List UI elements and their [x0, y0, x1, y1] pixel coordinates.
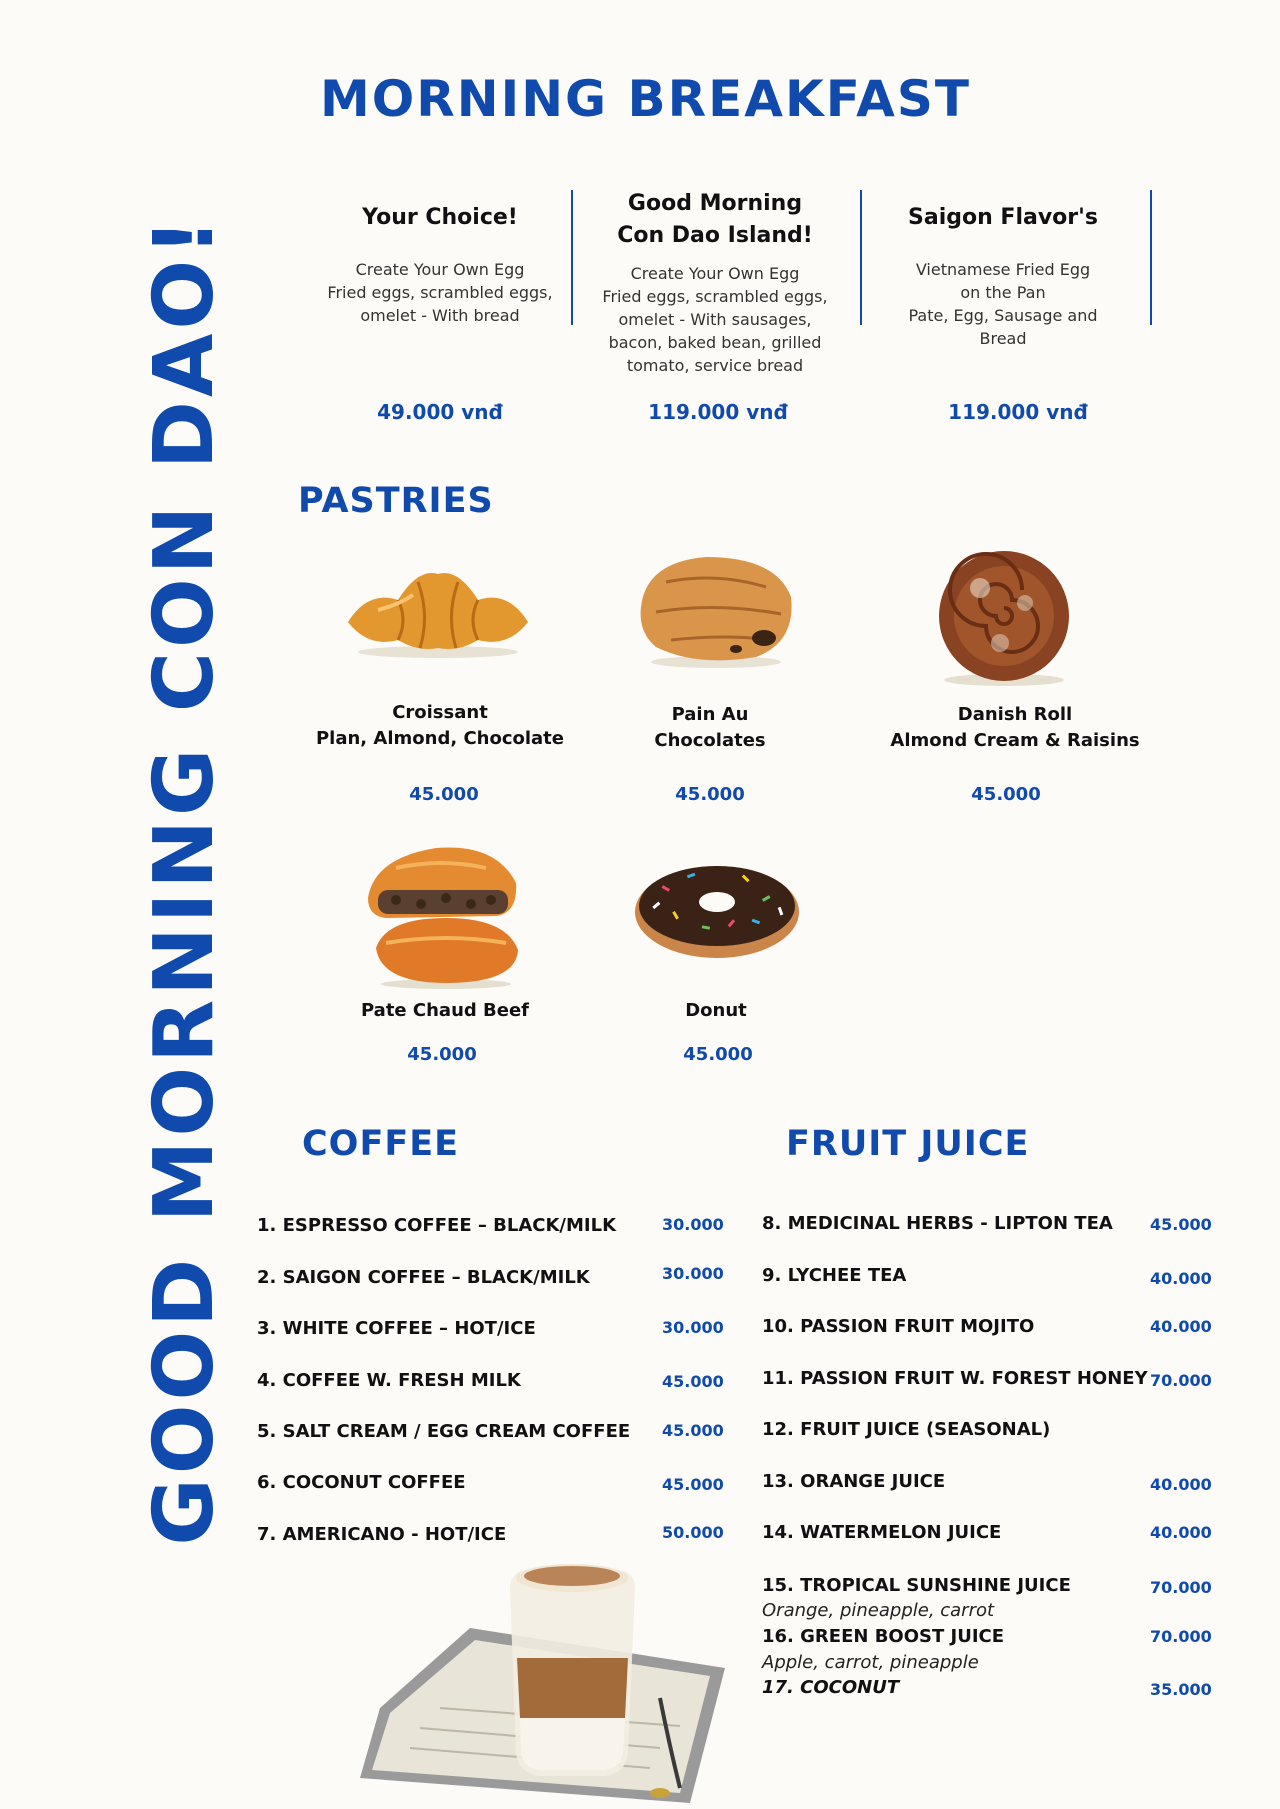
pain-au-chocolat-image: [636, 552, 796, 670]
juice-price: 40.000: [1150, 1523, 1212, 1542]
juice-price: 70.000: [1150, 1371, 1212, 1390]
page-title: MORNING BREAKFAST: [320, 70, 971, 128]
pastry-name: Croissant Plan, Almond, Chocolate: [315, 702, 564, 749]
juice-item: 10. PASSION FRUIT MOJITO: [762, 1316, 1035, 1337]
donut-image: [632, 852, 802, 962]
pastries-title: PASTRIES: [298, 481, 494, 521]
breakfast-name: Your Choice!: [362, 205, 518, 230]
juice-item: 16. GREEN BOOST JUICE: [762, 1626, 1005, 1647]
coffee-price: 45.000: [662, 1372, 724, 1391]
pastry-name: Pain Au Chocolates: [654, 704, 766, 751]
breakfast-desc: Vietnamese Fried Egg on the Pan Pate, Egg, Sausage and Bread: [908, 260, 1098, 348]
juice-item: 14. WATERMELON JUICE: [762, 1522, 1002, 1543]
coffee-price: 30.000: [662, 1215, 724, 1234]
juice-price: 70.000: [1150, 1627, 1212, 1646]
breakfast-divider: [571, 190, 573, 325]
juice-price: 35.000: [1150, 1680, 1212, 1699]
breakfast-price: 119.000 vnđ: [948, 400, 1088, 424]
juice-price: 70.000: [1150, 1578, 1212, 1597]
juice-title: FRUIT JUICE: [786, 1124, 1030, 1164]
coffee-title: COFFEE: [302, 1124, 460, 1164]
coffee-price: 30.000: [662, 1264, 724, 1283]
juice-item: 9. LYCHEE TEA: [762, 1265, 907, 1286]
pastry-price: 45.000: [675, 784, 745, 805]
coffee-item: 1. ESPRESSO COFFEE – BLACK/MILK: [257, 1215, 617, 1236]
pastry-name: Pate Chaud Beef: [360, 1000, 530, 1021]
coffee-price: 45.000: [662, 1475, 724, 1494]
pastry-price: 45.000: [407, 1044, 477, 1065]
breakfast-name: Good Morning Con Dao Island!: [617, 191, 813, 248]
breakfast-divider: [860, 190, 862, 325]
juice-note: Orange, pineapple, carrot: [762, 1600, 995, 1621]
coffee-item: 2. SAIGON COFFEE – BLACK/MILK: [257, 1267, 590, 1288]
juice-note: Apple, carrot, pineapple: [762, 1652, 979, 1673]
pastry-price: 45.000: [409, 784, 479, 805]
juice-item: 17. COCONUT: [762, 1677, 900, 1698]
vertical-banner: GOOD MORNING CON DAO!: [137, 214, 232, 1546]
juice-item: 12. FRUIT JUICE (SEASONAL): [762, 1419, 1051, 1440]
pastry-price: 45.000: [971, 784, 1041, 805]
juice-price: 40.000: [1150, 1269, 1212, 1288]
coffee-price: 45.000: [662, 1421, 724, 1440]
breakfast-divider: [1150, 190, 1152, 325]
pate-chaud-image: [366, 838, 520, 990]
pastry-name: Danish Roll Almond Cream & Raisins: [890, 704, 1140, 751]
juice-item: 11. PASSION FRUIT W. FOREST HONEY: [762, 1368, 1148, 1389]
coffee-item: 4. COFFEE W. FRESH MILK: [257, 1370, 521, 1391]
coffee-price: 30.000: [662, 1318, 724, 1337]
breakfast-desc: Create Your Own Egg Fried eggs, scrambled eggs, omelet - With bread: [327, 260, 553, 325]
pastry-name: Donut: [685, 1000, 747, 1021]
breakfast-price: 119.000 vnđ: [648, 400, 788, 424]
coffee-item: 3. WHITE COFFEE – HOT/ICE: [257, 1318, 536, 1339]
breakfast-item-your-choice: [310, 202, 570, 327]
breakfast-item-saigon-flavor: [873, 202, 1133, 350]
iced-coffee-image: [360, 1548, 730, 1808]
breakfast-desc: Create Your Own Egg Fried eggs, scrambled eggs, omelet - With sausages, bacon, baked bean, grilled tomato, service bread: [602, 264, 828, 375]
coffee-item: 7. AMERICANO - HOT/ICE: [257, 1524, 507, 1545]
juice-price: 40.000: [1150, 1317, 1212, 1336]
breakfast-name: Saigon Flavor's: [908, 205, 1098, 230]
juice-item: 8. MEDICINAL HERBS - LIPTON TEA: [762, 1213, 1113, 1234]
pastry-price: 45.000: [683, 1044, 753, 1065]
breakfast-price: 49.000 vnđ: [377, 400, 503, 424]
juice-item: 15. TROPICAL SUNSHINE JUICE: [762, 1575, 1071, 1596]
juice-price: 40.000: [1150, 1475, 1212, 1494]
croissant-image: [338, 560, 538, 660]
danish-roll-image: [930, 548, 1078, 688]
coffee-item: 5. SALT CREAM / EGG CREAM COFFEE: [257, 1421, 631, 1442]
coffee-price: 50.000: [662, 1523, 724, 1542]
coffee-item: 6. COCONUT COFFEE: [257, 1472, 466, 1493]
juice-item: 13. ORANGE JUICE: [762, 1471, 946, 1492]
juice-price: 45.000: [1150, 1215, 1212, 1234]
breakfast-item-good-morning: [585, 188, 845, 377]
